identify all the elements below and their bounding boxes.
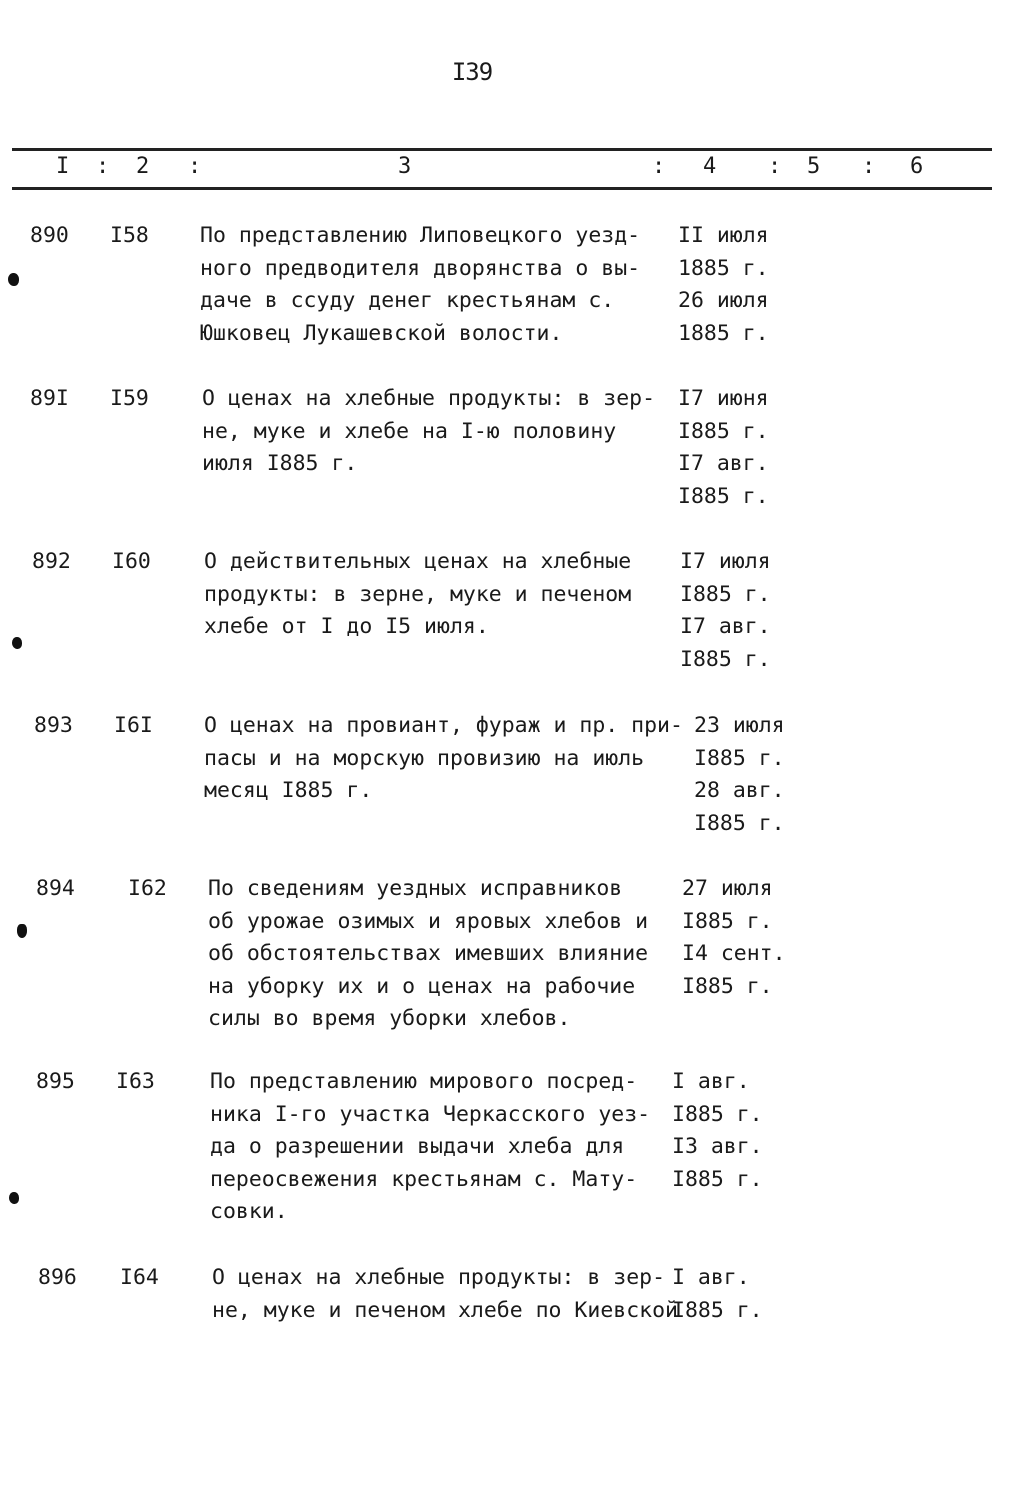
header-bottom-rule [12,187,992,190]
entry-description: О ценах на хлебные продукты: в зер- не, муке и печеном хлебе по Киевской [212,1265,678,1323]
entry-number: 894 [36,876,75,901]
entry-description: О ценах на хлебные продукты: в зер- не, муке и хлебе на I-ю половину июля I885 г. [202,386,656,476]
entry-dates: I авг. I885 г. I3 авг. I885 г. [672,1069,763,1192]
entry-description: О ценах на провиант, фураж и пр. при- пасы и на морскую провизию на июль месяц I885 г. [204,713,683,803]
entry-description: По представлению Липовецкого уезд- ного предводителя дворянства о вы- даче в ссуду денег крестьянам с. Юшковец Лукашевской волости. [200,223,641,346]
entry-number: 896 [38,1265,77,1290]
ink-blot-mark [17,924,27,938]
document-number: I64 [120,1265,159,1290]
header-col-5: 5 [807,154,821,179]
entry-number: 89I [30,386,69,411]
header-sep: : [188,154,202,179]
entry-dates: 23 июля I885 г. 28 авг. I885 г. [694,713,785,836]
entry-number: 893 [34,713,73,738]
entry-dates: 27 июля I885 г. I4 сент. I885 г. [682,876,786,999]
entry-dates: I7 июля I885 г. I7 авг. I885 г. [680,549,771,672]
header-col-1: I [56,154,70,179]
document-number: I63 [116,1069,155,1094]
entry-number: 890 [30,223,69,248]
header-col-3: 3 [398,154,412,179]
table-header [0,154,1024,184]
header-col-2: 2 [136,154,150,179]
page-number: I39 [451,58,493,86]
document-number: I60 [112,549,151,574]
entry-number: 895 [36,1069,75,1094]
header-col-4: 4 [703,154,717,179]
document-number: I59 [110,386,149,411]
entry-dates: II июля 1885 г. 26 июля 1885 г. [678,223,769,346]
ink-blot-mark [8,273,19,286]
ink-blot-mark [9,1192,19,1204]
entry-number: 892 [32,549,71,574]
entry-dates: I7 июня I885 г. I7 авг. I885 г. [678,386,769,509]
header-sep: : [862,154,876,179]
header-col-6: 6 [910,154,924,179]
document-number: I6I [114,713,153,738]
entry-description: О действительных ценах на хлебные продукты: в зерне, муке и печеном хлебе от I до I5 июля. [204,549,632,639]
header-sep: : [652,154,666,179]
header-sep: : [768,154,782,179]
document-number: I58 [110,223,149,248]
entry-description: По представлению мирового посред- ника I-го участка Черкасского уез- да о разрешении выдачи хлеба для переосвежения крестьянам с. Мату- совки. [210,1069,651,1224]
entry-dates: I авг. I885 г. [672,1265,763,1323]
ink-blot-mark [12,637,22,649]
header-top-rule [12,148,992,151]
header-sep: : [96,154,110,179]
document-number: I62 [128,876,167,901]
entry-description: По сведениям уездных исправников об урожае озимых и яровых хлебов и об обстоятельствах имевших влияние на уборку их и о ценах на рабочие силы во время уборки хлебов. [208,876,649,1031]
